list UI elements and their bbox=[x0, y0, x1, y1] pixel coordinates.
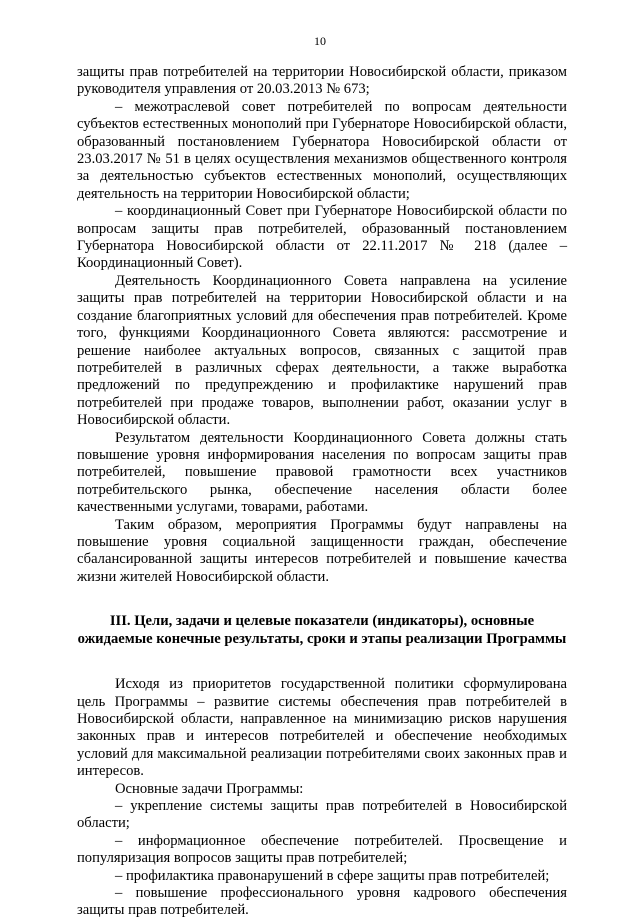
list-item-paragraph: – информационное обеспечение потребителей. Просвещение и популяризация вопросов защиты прав потребителей; bbox=[77, 832, 567, 867]
paragraph: защиты прав потребителей на территории Новосибирской области, приказом руководителя управления от 20.03.2013 № 673; bbox=[77, 64, 567, 98]
paragraph: Результатом деятельности Координационного Совета должны стать повышение уровня информирования населения по вопросам защиты прав потребителей, повышение правовой грамотности всех участников потребительского рынка, обеспечение населения области более качественными услугами, товарами, работами. bbox=[77, 429, 567, 516]
paragraph: Деятельность Координационного Совета направлена на усиление защиты прав потребителей на территории Новосибирской области и на создание благоприятных условий для обеспечения прав потребителей. Кроме того, функциями Координационного Совета являются: рассмотрение и решение наиболее актуальных вопросов, связанных с защитой прав потребителей в различных сферах деятельности, а также выработка предложений по предупреждению и профилактике нарушений прав потребителей при продаже товаров, выполнении работ, оказании услуг в Новосибирской области. bbox=[77, 272, 567, 429]
list-item-paragraph: – профилактика правонарушений в сфере защиты прав потребителей; bbox=[115, 867, 550, 884]
document-body bbox=[77, 64, 567, 920]
paragraph: Исходя из приоритетов государственной политики сформулирована цель Программы – развитие системы обеспечения прав потребителей в Новосибирской области, направленное на минимизацию рисков нарушения законных прав и интересов потребителей и обеспечение необходимых условий для максимальной реализации потребителями своих законных прав и интересов. bbox=[77, 676, 567, 780]
page-number: 10 bbox=[314, 34, 326, 48]
text-block-after bbox=[77, 676, 567, 920]
paragraph: Таким образом, мероприятия Программы будут направлены на повышение уровня социальной защищенности граждан, обеспечение сбалансированной защиты интересов потребителей и повышение качества жизни жителей Новосибирской области. bbox=[77, 516, 567, 585]
list-item-paragraph: – межотраслевой совет потребителей по вопросам деятельности субъектов естественных монополий при Губернаторе Новосибирской области, образованный постановлением Губернатора Новосибирской области от 23.03.2017 № 51 в целях осуществления механизмов общественного контроля за деятельностью субъектов естественных монополий, осуществляющих деятельность на территории Новосибирской области; bbox=[77, 98, 567, 202]
text-block-before bbox=[77, 64, 567, 586]
list-item-paragraph: – укрепление системы защиты прав потребителей в Новосибирской области; bbox=[77, 798, 567, 832]
section-heading: III. Цели, задачи и целевые показатели (индикаторы), основные ожидаемые конечные результаты, сроки и этапы реализации Программы bbox=[77, 613, 567, 648]
list-item-paragraph: – повышение профессионального уровня кадрового обеспечения защиты прав потребителей. bbox=[77, 885, 567, 919]
paragraph: Основные задачи Программы: bbox=[115, 780, 304, 797]
list-item-paragraph: – координационный Совет при Губернаторе Новосибирской области по вопросам защиты прав потребителей, образованный постановлением Губернатора Новосибирской области от 22.11.2017 № 218 (далее – Координационный Совет). bbox=[77, 203, 567, 272]
